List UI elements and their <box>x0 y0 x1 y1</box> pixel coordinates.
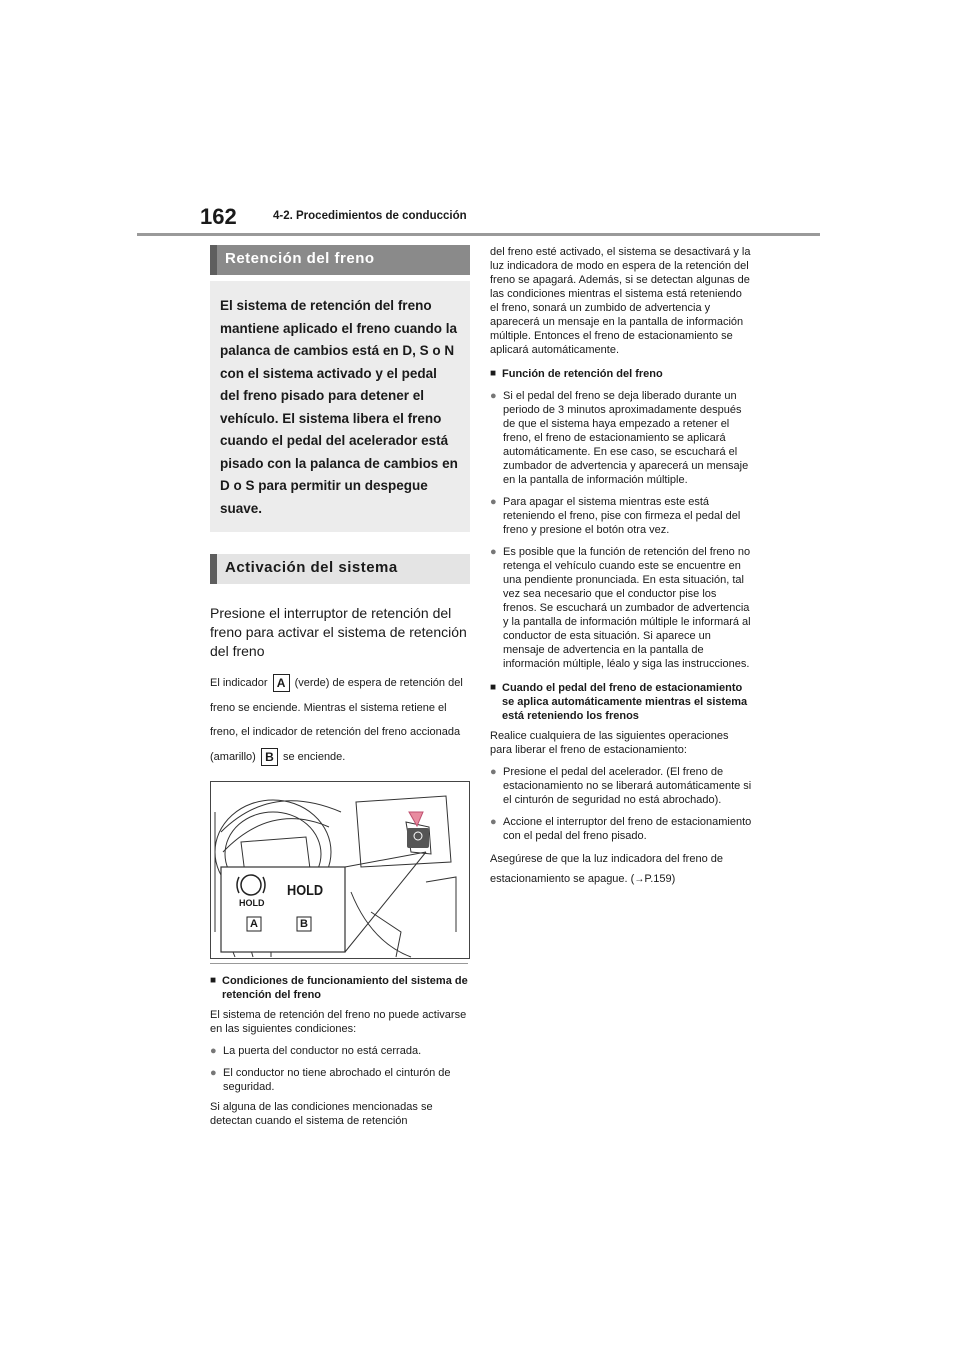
continued-paragraph: del freno esté activado, el sistema se desactivará y la luz indicadora de modo en espera de la retención del freno se apagará. Además, si se detectan algunas de las condiciones mientras el sistema está reteniendo el freno, sonará un zumbido de advertencia y aparecerá un mensaje en la pantalla de información múltiple. Entonces el freno de estacionamiento se aplicará automáticamente. <box>490 246 751 356</box>
conditions-heading: ■ Condiciones de funcionamiento del sistema de retención del freno <box>210 974 470 1002</box>
reference-arrow-icon: → <box>634 874 645 885</box>
indicator-text-3: se enciende. <box>282 750 346 763</box>
pointer-arrow <box>409 812 423 826</box>
conditions-bullet-2: ● El conductor no tiene abrochado el cinturón de seguridad. <box>210 1066 470 1094</box>
chapter-title: 4-2. Procedimientos de conducción <box>273 210 467 222</box>
function-bullet-2: ● Para apagar el sistema mientras este está reteniendo el freno, pise con firmeza el pedal del freno y presione el botón otra vez. <box>490 495 752 537</box>
callout-box <box>221 867 345 952</box>
page-reference-link[interactable]: P.159) <box>644 873 676 885</box>
section-heading-brake-hold <box>210 245 470 275</box>
indicator-text-2: (verde) de espera de retención del freno se enciende. Mientras el sistema retiene el freno, el indicador de retención del freno accionada (amarillo) <box>210 677 463 763</box>
hold-indicator-text: HOLD <box>287 882 324 899</box>
hold-icon-caption: HOLD <box>239 898 265 908</box>
figure-rule <box>210 963 468 964</box>
right-column <box>490 245 752 890</box>
function-bullet-3: ● Es posible que la función de retención del freno no retenga el vehículo cuando este se encuentre en una pendiente pronunciada. En esta situación, tal vez sea necesario que el conductor pise los frenos. Se escuchará un zumbador de advertencia y la pantalla de información múltiple le informará al conductor de esta situación. Si aparece un mensaje de advertencia en la pantalla de información múltiple, léalo y siga las instrucciones. <box>490 545 752 671</box>
left-column <box>210 245 470 1128</box>
function-bullet-1: ● Si el pedal del freno se deja liberado durante un periodo de 3 minutos aproximadamente después de que el sistema haya empezado a retener el freno, el freno de estacionamiento se aplicará automáticamente. En ese caso, se escuchará el zumbador de advertencia y aparecerá un mensaje en la pantalla de información múltiple. <box>490 389 752 487</box>
final-paragraph <box>490 849 752 890</box>
hold-switch-icon <box>407 828 429 848</box>
section-heading-text: Activación del sistema <box>225 559 398 576</box>
lead-paragraph: Presione el interruptor de retención del freno para activar el sistema de retención del freno <box>210 605 467 659</box>
parking-brake-bullet-2: ● Accione el interruptor del freno de estacionamiento con el pedal del freno pisado. <box>490 815 752 843</box>
header-rule <box>137 233 820 236</box>
indicator-paragraph <box>210 671 470 769</box>
dashboard-drawing <box>211 782 469 958</box>
indicator-text-1: El indicador <box>210 677 268 689</box>
parking-brake-paragraph: Realice cualquiera de las siguientes operaciones para liberar el freno de estacionamiento: <box>490 730 729 756</box>
dashboard-illustration <box>210 781 470 959</box>
conditions-bullet-1: ● La puerta del conductor no está cerrada. <box>210 1044 470 1058</box>
parking-brake-bullet-1: ● Presione el pedal del acelerador. (El freno de estacionamiento no se liberará automáticamente si el cinturón de seguridad no está abrochado). <box>490 765 752 807</box>
label-a-box: A <box>273 674 290 692</box>
callout-label-b: B <box>300 918 308 930</box>
page-number: 162 <box>200 204 237 229</box>
intro-box: El sistema de retención del freno mantiene aplicado el freno cuando la palanca de cambios está en D, S o N con el sistema activado y el pedal del freno pisado para detener el vehículo. El sistema libera el freno cuando el pedal del acelerador está pisado con la palanca de cambios en D o S para permitir un despegue suave. <box>210 281 470 532</box>
label-b-box: B <box>261 748 278 766</box>
parking-brake-heading: ■ Cuando el pedal del freno de estacionamiento se aplica automáticamente mientras el sistema está reteniendo los frenos <box>490 681 752 723</box>
callout-label-a: A <box>250 918 258 930</box>
final-text: Asegúrese de que la luz indicadora del freno de estacionamiento se apague. ( <box>490 853 723 885</box>
conditions-paragraph: El sistema de retención del freno no puede activarse en las siguientes condiciones: <box>210 1009 467 1035</box>
section-heading-activation <box>210 554 470 584</box>
conditions-paragraph-2: Si alguna de las condiciones mencionadas se detectan cuando el sistema de retención <box>210 1101 433 1127</box>
function-heading: ■ Función de retención del freno <box>490 367 752 381</box>
section-heading-text: Retención del freno <box>225 250 375 267</box>
